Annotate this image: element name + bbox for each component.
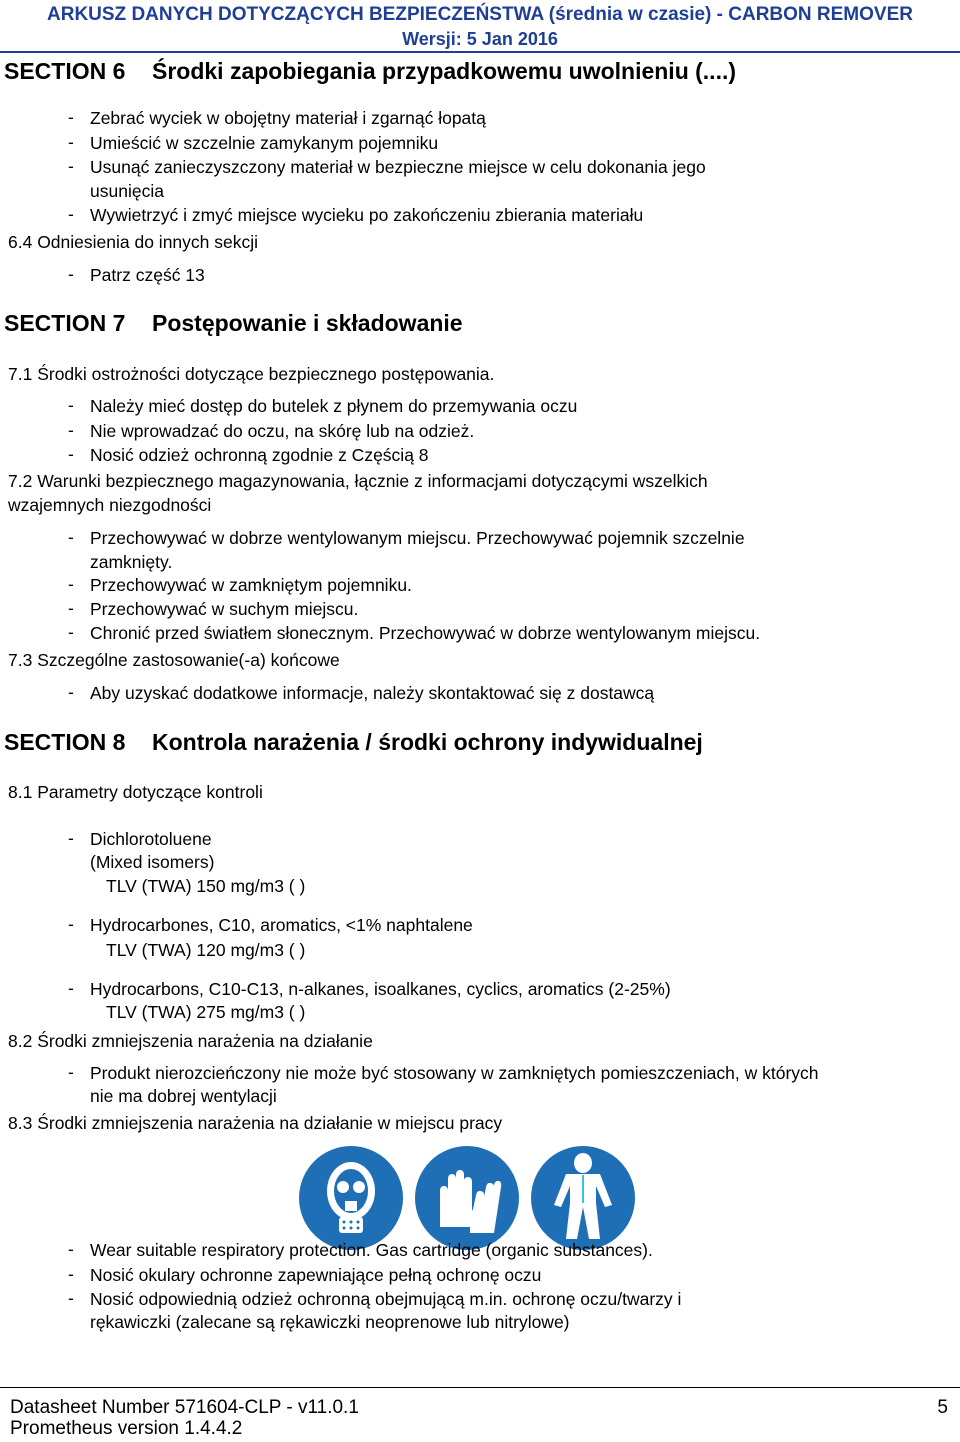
dash: - xyxy=(68,132,74,152)
list-item: Umieścić w szczelnie zamykanym pojemniku xyxy=(90,133,439,153)
respirator-icon xyxy=(294,1141,408,1255)
substance-name: Hydrocarbones, C10, aromatics, <1% naphtalene xyxy=(90,915,473,935)
dash: - xyxy=(68,978,74,998)
document-version: Wersji: 5 Jan 2016 xyxy=(402,29,558,49)
subsection-8-2: 8.2 Środki zmniejszenia narażenia na działanie xyxy=(8,1031,373,1051)
list-item: Wywietrzyć i zmyć miejsce wycieku po zakończeniu zbierania materiału xyxy=(90,205,644,225)
subsection-7-2-continuation: wzajemnych niezgodności xyxy=(8,495,212,515)
list-item: Nie wprowadzać do oczu, na skórę lub na odzież. xyxy=(90,421,475,441)
list-item: Chronić przed światłem słonecznym. Przechowywać w dobrze wentylowanym miejscu. xyxy=(90,623,761,643)
dash: - xyxy=(68,395,74,415)
substance-tlv: TLV (TWA) 275 mg/m3 ( ) xyxy=(106,1002,306,1022)
dash: - xyxy=(68,1062,74,1082)
section-7-title: Postępowanie i składowanie xyxy=(152,310,463,336)
list-item: Usunąć zanieczyszczony materiał w bezpieczne miejsce w celu dokonania jego xyxy=(90,157,706,177)
list-item-continuation: usunięcia xyxy=(90,181,164,201)
subsection-6-4: 6.4 Odniesienia do innych sekcji xyxy=(8,232,259,252)
section-8-number: SECTION 8 xyxy=(4,729,126,755)
list-item: Przechowywać w suchym miejscu. xyxy=(90,599,359,619)
list-item: Patrz część 13 xyxy=(90,265,205,285)
section-6-number: SECTION 6 xyxy=(4,58,126,84)
subsection-8-1: 8.1 Parametry dotyczące kontroli xyxy=(8,782,263,802)
list-item: Przechowywać w dobrze wentylowanym miejscu. Przechowywać pojemnik szczelnie xyxy=(90,528,745,548)
list-item: Zebrać wyciek w obojętny materiał i zgarnąć łopatą xyxy=(90,108,486,128)
gloves-icon xyxy=(410,1141,524,1255)
substance-tlv: TLV (TWA) 120 mg/m3 ( ) xyxy=(106,940,306,960)
dash: - xyxy=(68,914,74,934)
dash: - xyxy=(68,1288,74,1308)
document-title: ARKUSZ DANYCH DOTYCZĄCYCH BEZPIECZEŃSTWA (średnia w czasie) - CARBON REMOVER xyxy=(47,4,913,25)
list-item: Należy mieć dostęp do butelek z płynem do przemywania oczu xyxy=(90,396,578,416)
list-item: Nosić odpowiednią odzież ochronną obejmującą m.in. ochronę oczu/twarzy i xyxy=(90,1289,682,1309)
dash: - xyxy=(68,527,74,547)
datasheet-number: Datasheet Number 571604-CLP - v11.0.1 xyxy=(10,1397,359,1418)
protective-suit-icon xyxy=(526,1141,640,1255)
substance-name: Hydrocarbons, C10-C13, n-alkanes, isoalkanes, cyclics, aromatics (2-25%) xyxy=(90,979,671,999)
list-item-continuation: zamknięty. xyxy=(90,552,173,572)
list-item: Wear suitable respiratory protection. Gas cartridge (organic substances). xyxy=(90,1240,653,1260)
substance-name: Dichlorotoluene xyxy=(90,829,212,849)
subsection-8-3: 8.3 Środki zmniejszenia narażenia na działanie w miejscu pracy xyxy=(8,1113,503,1133)
dash: - xyxy=(68,828,74,848)
list-item: Aby uzyskać dodatkowe informacje, należy skontaktować się z dostawcą xyxy=(90,683,655,703)
header-divider xyxy=(0,51,960,53)
dash: - xyxy=(68,204,74,224)
dash: - xyxy=(68,264,74,284)
dash: - xyxy=(68,598,74,618)
subsection-7-1: 7.1 Środki ostrożności dotyczące bezpiecznego postępowania. xyxy=(8,364,495,384)
list-item: Przechowywać w zamkniętym pojemniku. xyxy=(90,575,412,595)
list-item-continuation: nie ma dobrej wentylacji xyxy=(90,1086,277,1106)
subsection-7-2: 7.2 Warunki bezpiecznego magazynowania, łącznie z informacjami dotyczącymi wszelkich xyxy=(8,471,708,491)
list-item-continuation: rękawiczki (zalecane są rękawiczki neoprenowe lub nitrylowe) xyxy=(90,1312,570,1332)
page-number: 5 xyxy=(937,1397,948,1418)
dash: - xyxy=(68,444,74,464)
dash: - xyxy=(68,682,74,702)
list-item: Nosić okulary ochronne zapewniające pełną ochronę oczu xyxy=(90,1265,542,1285)
footer-divider xyxy=(0,1387,960,1388)
section-8-title: Kontrola narażenia / środki ochrony indywidualnej xyxy=(152,729,703,755)
subsection-7-3: 7.3 Szczególne zastosowanie(-a) końcowe xyxy=(8,650,340,670)
section-7-number: SECTION 7 xyxy=(4,310,126,336)
dash: - xyxy=(68,574,74,594)
substance-extra: (Mixed isomers) xyxy=(90,852,215,872)
dash: - xyxy=(68,622,74,642)
dash: - xyxy=(68,156,74,176)
list-item: Produkt nierozcieńczony nie może być stosowany w zamkniętych pomieszczeniach, w których xyxy=(90,1063,819,1083)
dash: - xyxy=(68,1239,74,1259)
substance-tlv: TLV (TWA) 150 mg/m3 ( ) xyxy=(106,876,306,896)
prometheus-version: Prometheus version 1.4.4.2 xyxy=(10,1418,243,1439)
dash: - xyxy=(68,107,74,127)
section-6-title: Środki zapobiegania przypadkowemu uwolnieniu (....) xyxy=(152,58,737,84)
dash: - xyxy=(68,1264,74,1284)
list-item: Nosić odzież ochronną zgodnie z Częścią 8 xyxy=(90,445,429,465)
dash: - xyxy=(68,420,74,440)
